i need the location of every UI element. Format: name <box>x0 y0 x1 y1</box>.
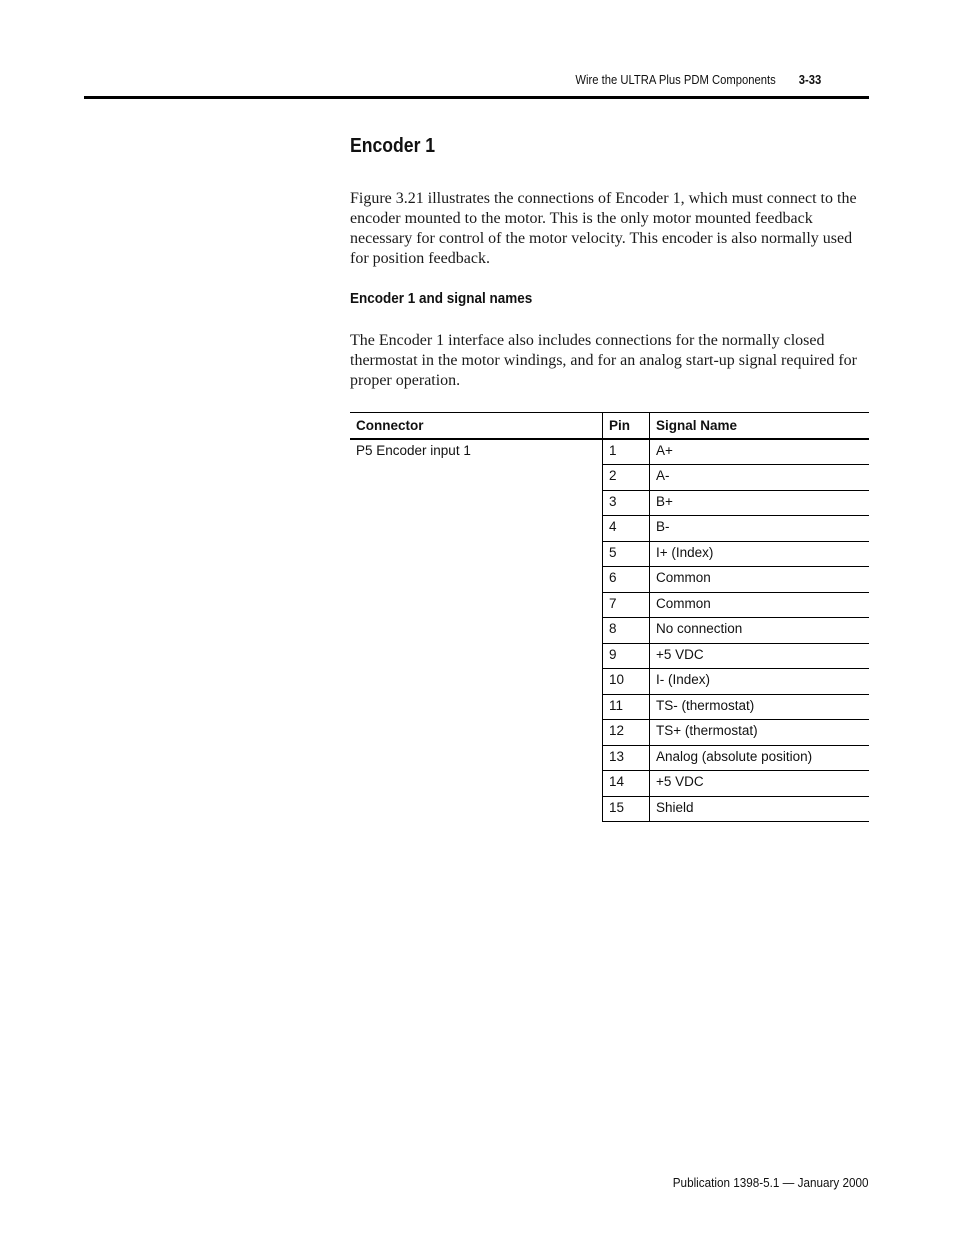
pin-cell: 2 <box>603 465 650 491</box>
pin-cell: 5 <box>603 541 650 567</box>
section-heading: Encoder 1 <box>350 135 436 157</box>
signal-cell: +5 VDC <box>650 771 870 797</box>
signal-cell: A+ <box>650 439 870 465</box>
pin-cell: 8 <box>603 618 650 644</box>
pin-cell: 6 <box>603 567 650 593</box>
pin-cell: 10 <box>603 669 650 695</box>
signal-cell: Analog (absolute position) <box>650 745 870 771</box>
pin-cell: 7 <box>603 592 650 618</box>
signal-table <box>350 412 869 822</box>
signal-cell: Common <box>650 567 870 593</box>
column-header-connector: Connector <box>350 413 603 440</box>
header-rule <box>84 96 869 99</box>
signal-cell: +5 VDC <box>650 643 870 669</box>
connector-cell: P5 Encoder input 1 <box>356 443 471 458</box>
signal-cell: B+ <box>650 490 870 516</box>
signal-cell: A- <box>650 465 870 491</box>
pin-cell: 15 <box>603 796 650 822</box>
signal-cell: TS+ (thermostat) <box>650 720 870 746</box>
signal-cell: B- <box>650 516 870 542</box>
table-row <box>350 439 869 465</box>
table-header-row <box>350 413 869 440</box>
intro-paragraph: Figure 3.21 illustrates the connections of Encoder 1, which must connect to the encoder mounted to the motor. This is the only motor mounted feedback necessary for control of the motor velocity. This encoder is also normally used for position feedback. <box>350 190 857 267</box>
interface-paragraph: The Encoder 1 interface also includes connections for the normally closed thermostat in the motor windings, and for an analog start-up signal required for proper operation. <box>350 332 857 389</box>
header-page-number: 3-33 <box>798 73 821 87</box>
signal-cell: I- (Index) <box>650 669 870 695</box>
pin-cell: 9 <box>603 643 650 669</box>
publication-footer: Publication 1398-5.1 — January 2000 <box>673 1175 869 1190</box>
pin-cell: 11 <box>603 694 650 720</box>
pin-cell: 1 <box>603 439 650 465</box>
header-section-title: Wire the ULTRA Plus PDM Components <box>575 73 776 87</box>
signal-cell: No connection <box>650 618 870 644</box>
pin-cell: 4 <box>603 516 650 542</box>
signal-cell: I+ (Index) <box>650 541 870 567</box>
signal-cell: Shield <box>650 796 870 822</box>
pin-cell: 3 <box>603 490 650 516</box>
pin-cell: 14 <box>603 771 650 797</box>
running-header <box>575 73 821 87</box>
signal-cell: TS- (thermostat) <box>650 694 870 720</box>
pin-cell: 12 <box>603 720 650 746</box>
column-header-pin: Pin <box>603 413 650 440</box>
signal-cell: Common <box>650 592 870 618</box>
subsection-heading: Encoder 1 and signal names <box>350 290 533 307</box>
pin-cell: 13 <box>603 745 650 771</box>
column-header-signal: Signal Name <box>650 413 870 440</box>
